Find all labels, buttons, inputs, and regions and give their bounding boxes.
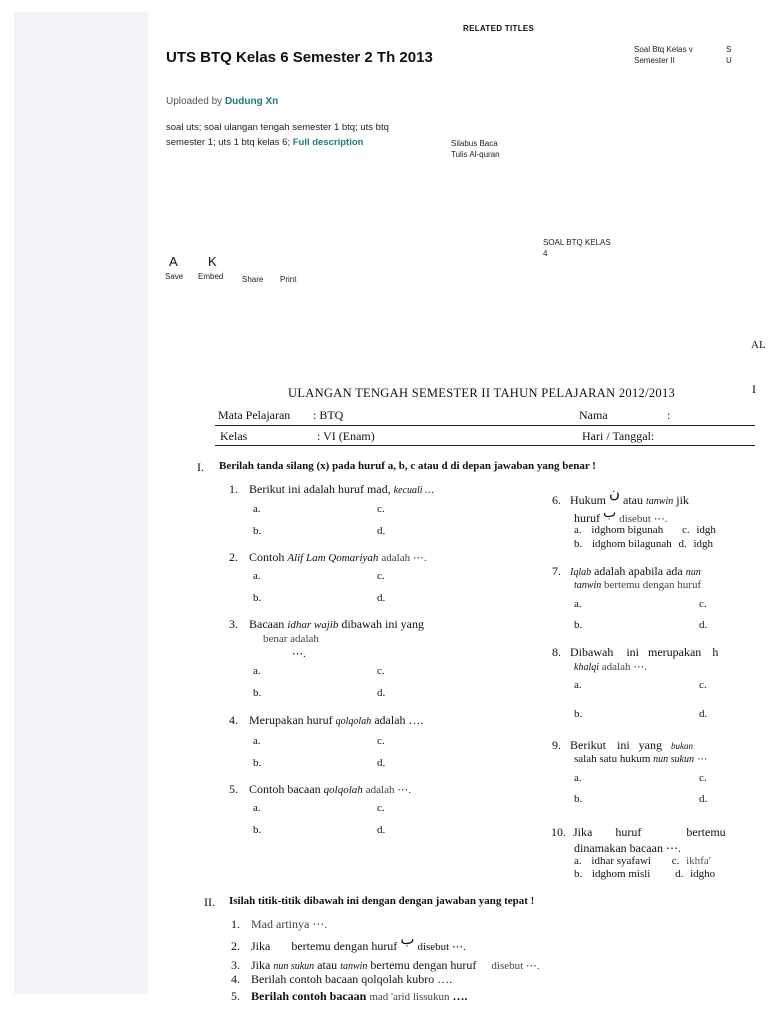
question-number: 9. bbox=[552, 738, 561, 752]
option-d: d. bbox=[678, 538, 687, 550]
uploaded-by bbox=[166, 96, 278, 107]
item-tail: disebut ⋯. bbox=[491, 960, 540, 972]
option-d: d. bbox=[377, 525, 386, 537]
option-a: a. bbox=[574, 855, 582, 867]
option-d: d. bbox=[699, 793, 708, 805]
related-item-line1: SOAL BTQ KELAS bbox=[543, 238, 611, 247]
question-number: 1. bbox=[229, 482, 238, 496]
question-5 bbox=[229, 782, 411, 797]
option-b-text: idghom misli bbox=[592, 868, 651, 880]
fill-item-4 bbox=[231, 972, 452, 987]
nama-label: Nama bbox=[579, 408, 608, 422]
option-a: a. bbox=[253, 665, 261, 677]
question-italic: kecuali … bbox=[393, 485, 434, 496]
fill-item-1 bbox=[231, 917, 327, 932]
question-text: Berikut bbox=[570, 738, 606, 752]
option-b: b. bbox=[574, 868, 583, 880]
option-b: b. bbox=[253, 824, 262, 836]
question-cut: jik bbox=[676, 493, 689, 507]
question-number: 8. bbox=[552, 645, 561, 659]
print-button[interactable]: Print bbox=[280, 275, 297, 284]
left-sidebar bbox=[14, 12, 148, 994]
question-number: 3. bbox=[229, 617, 238, 631]
question-text: ini bbox=[626, 645, 639, 659]
embed-button[interactable]: Embed bbox=[198, 272, 224, 281]
embed-icon[interactable]: K bbox=[208, 254, 217, 269]
question-tail: dibawah ini yang bbox=[341, 617, 425, 631]
question-tail: disebut ⋯. bbox=[619, 513, 668, 525]
question-8 bbox=[552, 645, 718, 660]
option-d-text: idgh bbox=[693, 538, 714, 550]
question-7 bbox=[552, 564, 768, 579]
question-8-line2 bbox=[574, 660, 647, 673]
question-text: Contoh bbox=[249, 550, 285, 564]
arabic-ba-glyph: ب bbox=[400, 932, 415, 948]
header-divider bbox=[215, 425, 755, 426]
question-text: Dibawah bbox=[570, 645, 614, 659]
fill-item-3 bbox=[231, 958, 540, 973]
option-b: b. bbox=[253, 687, 262, 699]
kelas-value: : VI (Enam) bbox=[317, 429, 375, 443]
question-tail: adalah …. bbox=[374, 713, 424, 727]
question-text: ini bbox=[617, 738, 630, 752]
item-text: Jika bbox=[251, 939, 271, 953]
option-a: a. bbox=[574, 524, 582, 536]
question-number: 2. bbox=[229, 550, 238, 564]
section-instruction: Berilah tanda silang (x) pada huruf a, b, c atau d di depan jawaban yang benar ! bbox=[219, 460, 596, 472]
question-line2: benar adalah bbox=[263, 633, 319, 645]
question-10-options-bd bbox=[574, 868, 768, 880]
header-divider bbox=[215, 445, 755, 446]
question-italic: tanwin bbox=[574, 580, 602, 591]
hari-tanggal-label: Hari / Tanggal: bbox=[582, 429, 655, 443]
option-d: d. bbox=[377, 757, 386, 769]
header-edge-mark: I bbox=[752, 382, 756, 396]
item-mid: bertemu dengan huruf bbox=[291, 939, 398, 953]
item-small: mad 'arid lissukun bbox=[369, 991, 450, 1003]
item-mid: atau bbox=[317, 958, 338, 972]
nama-colon: : bbox=[667, 408, 671, 422]
question-number: 6. bbox=[552, 493, 561, 507]
related-item[interactable] bbox=[451, 138, 500, 160]
item-number: 4. bbox=[231, 972, 240, 986]
option-d: d. bbox=[377, 687, 386, 699]
question-text: Merupakan huruf bbox=[249, 713, 333, 727]
item-number: 2. bbox=[231, 939, 240, 953]
question-10-line2: dinamakan bacaan ⋯. bbox=[574, 841, 681, 855]
option-b: b. bbox=[574, 793, 583, 805]
question-number: 4. bbox=[229, 713, 238, 727]
option-c: c. bbox=[377, 570, 385, 582]
save-button[interactable]: Save bbox=[165, 272, 184, 281]
question-text: Contoh bacaan bbox=[249, 782, 321, 796]
related-titles-heading: RELATED TITLES bbox=[463, 24, 535, 33]
question-text: Jika bbox=[573, 825, 593, 839]
related-item-line2: Tulis Al-quran bbox=[451, 150, 500, 159]
item-italic: nun sukun bbox=[273, 961, 315, 972]
question-text: adalah apabila ada bbox=[594, 564, 683, 578]
option-a: a. bbox=[253, 735, 261, 747]
question-cut: h bbox=[712, 645, 719, 659]
document-description bbox=[166, 120, 426, 150]
option-c: c. bbox=[681, 524, 690, 536]
related-item-line1: Silabus Baca bbox=[451, 139, 498, 148]
arabic-nun-glyph: ن bbox=[609, 490, 621, 502]
item-text: Berilah contoh bacaan bbox=[251, 989, 367, 1003]
uploaded-prefix: Uploaded by bbox=[166, 96, 223, 107]
option-a: a. bbox=[574, 679, 582, 691]
question-4 bbox=[229, 713, 424, 728]
question-tail: atau bbox=[623, 493, 644, 507]
question-line3: ⋯. bbox=[292, 648, 306, 660]
related-item[interactable] bbox=[543, 237, 611, 259]
option-c-text: ikhfa' bbox=[686, 855, 711, 867]
section-number: II. bbox=[204, 895, 215, 909]
question-10-options-ac bbox=[574, 855, 768, 867]
question-6-options-ac bbox=[574, 524, 768, 536]
option-d: d. bbox=[675, 868, 684, 880]
option-a-text: idhar syafawi bbox=[591, 855, 651, 867]
question-italic: khalqi bbox=[574, 662, 599, 673]
author-link[interactable]: Dudung Xn bbox=[224, 96, 279, 107]
question-text: salah satu hukum bbox=[574, 753, 651, 765]
question-tail: adalah ⋯. bbox=[365, 784, 411, 796]
question-10 bbox=[551, 825, 726, 840]
option-a: a. bbox=[574, 772, 582, 784]
item-number: 5. bbox=[231, 989, 240, 1003]
item-text: Jika bbox=[251, 958, 271, 972]
related-item[interactable] bbox=[726, 44, 732, 66]
item-text: Mad artinya ⋯. bbox=[251, 917, 328, 931]
question-text: adalah ⋯. bbox=[601, 661, 647, 673]
item-number: 1. bbox=[231, 917, 240, 931]
question-text: Hukum bbox=[570, 493, 606, 507]
option-c: c. bbox=[699, 772, 707, 784]
option-d: d. bbox=[699, 708, 708, 720]
question-text: huruf bbox=[574, 511, 600, 525]
full-description-link[interactable]: Full description bbox=[292, 137, 364, 148]
arabic-ba-glyph: ب bbox=[603, 506, 617, 521]
question-italic: Iqlab bbox=[570, 567, 592, 578]
question-9 bbox=[552, 738, 768, 753]
option-c: c. bbox=[377, 665, 385, 677]
related-item-line1: Soal Btq Kelas v bbox=[634, 45, 693, 54]
option-a: a. bbox=[574, 598, 582, 610]
item-tail: …. bbox=[452, 989, 468, 1003]
document-title: UTS BTQ Kelas 6 Semester 2 Th 2013 bbox=[166, 49, 433, 66]
page-edge-text: AL bbox=[751, 339, 766, 351]
question-text: huruf bbox=[615, 825, 642, 839]
option-b: b. bbox=[253, 757, 262, 769]
save-icon[interactable]: A bbox=[169, 254, 178, 269]
item-number: 3. bbox=[231, 958, 240, 972]
option-c: c. bbox=[377, 503, 385, 515]
option-d: d. bbox=[377, 592, 386, 604]
question-9-line2 bbox=[574, 753, 768, 765]
option-d: d. bbox=[699, 619, 708, 631]
question-text: Berikut ini adalah huruf mad, bbox=[249, 482, 391, 496]
option-b-text: idghom bilagunah bbox=[592, 538, 672, 550]
mata-pelajaran-label: Mata Pelajaran bbox=[218, 408, 291, 422]
related-item-line1: S bbox=[726, 45, 732, 54]
option-c: c. bbox=[671, 855, 680, 867]
option-c: c. bbox=[699, 679, 707, 691]
question-2 bbox=[229, 550, 427, 565]
related-item-line2: 4 bbox=[543, 249, 548, 258]
question-7-line2 bbox=[574, 579, 701, 591]
question-text: Bacaan bbox=[249, 617, 285, 631]
exam-header: ULANGAN TENGAH SEMESTER II TAHUN PELAJARAN 2012/2013 bbox=[288, 386, 676, 400]
question-number: 10. bbox=[551, 825, 566, 839]
kelas-label: Kelas bbox=[220, 429, 248, 443]
question-italic: nun bbox=[685, 567, 701, 578]
question-number: 5. bbox=[229, 782, 238, 796]
option-c: c. bbox=[699, 598, 707, 610]
question-italic: nun sukun ⋯ bbox=[653, 754, 707, 765]
question-italic: idhar wajib bbox=[287, 619, 339, 631]
option-a: a. bbox=[253, 802, 261, 814]
item-tail: disebut ⋯. bbox=[417, 941, 466, 953]
option-c: c. bbox=[377, 735, 385, 747]
question-6 bbox=[552, 490, 768, 509]
option-b: b. bbox=[574, 708, 583, 720]
option-c-text: idgh bbox=[696, 524, 716, 536]
question-6-options-bd bbox=[574, 538, 768, 550]
option-c: c. bbox=[377, 802, 385, 814]
fill-item-2 bbox=[231, 932, 466, 955]
question-italic: tanwin bbox=[646, 496, 674, 507]
option-b: b. bbox=[253, 592, 262, 604]
section-number: I. bbox=[197, 460, 204, 474]
question-text: bertemu dengan huruf bbox=[603, 579, 702, 591]
related-item-line2: Semester II bbox=[634, 56, 675, 65]
question-italic: qolqolah bbox=[335, 716, 372, 727]
section-instruction: Isilah titik-titik dibawah ini dengan dengan jawaban yang tepat ! bbox=[229, 895, 535, 907]
question-italic: bukan bbox=[671, 741, 693, 751]
fill-item-5 bbox=[231, 989, 468, 1004]
related-item[interactable] bbox=[634, 44, 693, 66]
item-tail: bertemu dengan huruf bbox=[370, 958, 477, 972]
option-a: a. bbox=[253, 570, 261, 582]
option-b: b. bbox=[253, 525, 262, 537]
description-text: soal uts; soal ulangan tengah semester 1 btq; uts btq semester 1; uts 1 btq kelas 6; bbox=[166, 122, 389, 148]
option-a: a. bbox=[253, 503, 261, 515]
question-tail: adalah ⋯. bbox=[381, 552, 427, 564]
option-a-text: idghom bigunah bbox=[591, 524, 664, 536]
mata-pelajaran-value: : BTQ bbox=[313, 408, 344, 422]
option-d-text: idgho bbox=[690, 868, 716, 880]
related-item-line2: U bbox=[726, 56, 732, 65]
share-button[interactable]: Share bbox=[242, 275, 264, 284]
question-text: bertemu bbox=[686, 825, 726, 839]
option-b: b. bbox=[574, 619, 583, 631]
item-text: Berilah contoh bacaan qolqolah kubro …. bbox=[251, 972, 453, 986]
question-italic: Alif Lam Qomariyah bbox=[287, 552, 379, 564]
question-number: 7. bbox=[552, 564, 561, 578]
question-text: yang bbox=[638, 738, 662, 752]
question-1 bbox=[229, 482, 434, 497]
item-italic: tanwin bbox=[340, 961, 368, 972]
question-3 bbox=[229, 617, 424, 632]
question-italic: qolqolah bbox=[323, 784, 363, 796]
question-text: merupakan bbox=[648, 645, 702, 659]
option-b: b. bbox=[574, 538, 583, 550]
option-d: d. bbox=[377, 824, 386, 836]
